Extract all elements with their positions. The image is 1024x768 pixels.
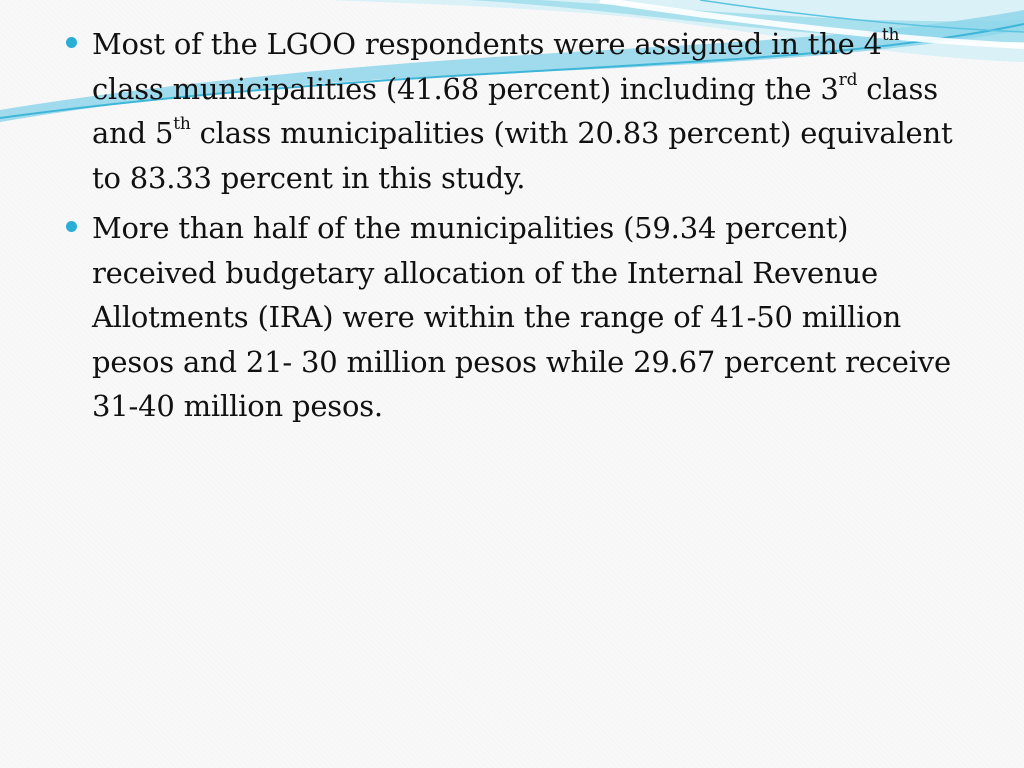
bullet-1-text-c: class municipalities (41.68 percent) including the	[92, 71, 821, 106]
slide-content	[62, 22, 962, 435]
bullet-item-2	[62, 206, 962, 429]
bullet-2-text: More than half of the municipalities (59.34 percent) received budgetary allocation of the Internal Revenue Allotments (IRA) were within the range of 41-50 million pesos and 21- 30 million pesos while 29.67 percent receive 31-40 million pesos.	[92, 211, 951, 423]
bullet-1-sup-rd: rd	[838, 69, 858, 90]
bullet-item-1	[62, 22, 962, 200]
bullet-1-text-a: Most of the LGOO respondents were assigned in the	[92, 27, 864, 61]
bullet-1-text-f: class municipalities (with 20.83 percent) equivalent to 83.33 percent in this study.	[92, 116, 953, 195]
bullet-dot-icon	[66, 37, 77, 48]
bullet-dot-icon	[66, 221, 77, 232]
bullet-1-sup-th-2: th	[173, 114, 191, 135]
bullet-1-text-b: 4	[863, 27, 882, 61]
bullet-1-text-e: class and 5	[92, 71, 938, 150]
bullet-list	[62, 22, 962, 429]
bullet-1-sup-th: th	[881, 25, 900, 46]
bullet-1-text-d: 3	[820, 71, 839, 106]
